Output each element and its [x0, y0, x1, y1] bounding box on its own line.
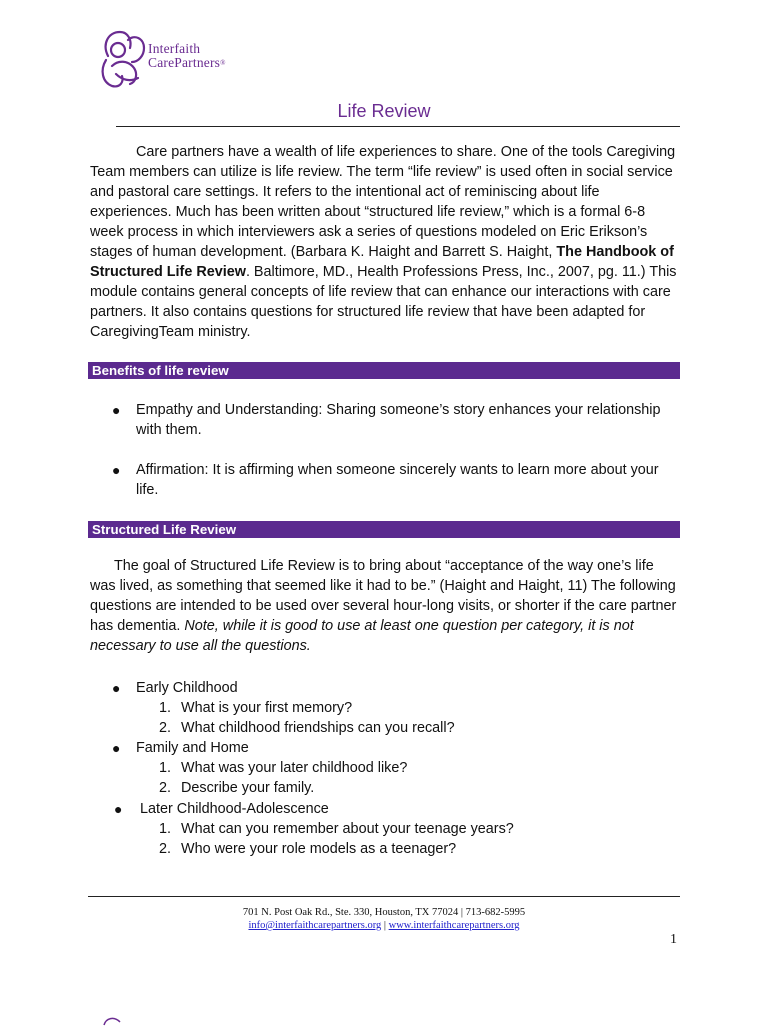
bullet-icon: ● — [112, 680, 121, 696]
next-page-logo-icon — [100, 1014, 130, 1026]
category-later-childhood: Later Childhood-Adolescence — [140, 801, 329, 817]
question-item: What childhood friendships can you recall? — [181, 720, 455, 736]
structured-section-header: Structured Life Review — [88, 521, 680, 538]
bullet-icon: ● — [112, 402, 121, 418]
benefits-section-header: Benefits of life review — [88, 362, 680, 379]
bullet-icon: ● — [112, 462, 121, 478]
page-number: 1 — [670, 932, 677, 947]
structured-goal-paragraph — [90, 556, 682, 656]
goal-text: The goal of Structured Life Review is to bring about “acceptance of the way one’s life was lived, as something that seemed like it had to be.” (Haight and Haight, 11) The following questions are intended to be used over several hour-long visits, or shorter if the care partner has dementia. — [90, 558, 677, 634]
question-item: Who were your role models as a teenager? — [181, 841, 457, 857]
intro-text-2: . Baltimore, MD., Health Professions Press, Inc., 2007, pg. 11.) This module contains general concepts of life review that can enhance our interactions with care partners. It also contains questions for structured life review that have been adapted for CaregivingTeam ministry. — [90, 264, 677, 340]
logo-line-2: CarePartners — [148, 55, 221, 70]
category-early-childhood: Early Childhood — [136, 680, 238, 696]
question-item: Describe your family. — [181, 780, 315, 796]
question-number: 1. — [159, 760, 172, 776]
bullet-icon: ● — [112, 740, 121, 756]
question-number: 2. — [159, 720, 172, 736]
benefit-item-affirmation: Affirmation: It is affirming when someone sincerely wants to learn more about your life. — [136, 462, 659, 498]
question-number: 2. — [159, 841, 172, 857]
footer-separator: | — [381, 920, 389, 931]
logo-line-1: Interfaith — [148, 41, 201, 56]
logo-registered-mark: ® — [220, 59, 226, 67]
logo-wordmark — [148, 42, 226, 70]
intro-paragraph — [90, 142, 682, 342]
category-family-home: Family and Home — [136, 740, 249, 756]
question-number: 1. — [159, 700, 172, 716]
footer-address: 701 N. Post Oak Rd., Ste. 330, Houston, TX 77024 | 713-682-5995 — [242, 907, 526, 918]
intro-text-1: Care partners have a wealth of life experiences to share. One of the tools Caregiving Team members can utilize is life review. The term “life review” is used often in social service and pastoral care settings. It refers to the intentional act of reminiscing about life experiences. Much has been written about “structured life review,” which is a formal 6-8 week process in which interviewers ask a series of questions modeled on Eric Erikson’s stages of human development. (Barbara K. Haight and Barrett S. Haight, — [90, 144, 676, 260]
question-item: What is your first memory? — [181, 700, 353, 716]
footer-website-link[interactable]: www.interfaithcarepartners.org — [388, 920, 520, 931]
bullet-icon: ● — [114, 801, 123, 817]
goal-note: Note, while it is good to use at least one question per category, it is not necessary to use all the questions. — [90, 618, 634, 654]
question-item: What was your later childhood like? — [181, 760, 408, 776]
intro-book-title: The Handbook of Structured Life Review — [90, 244, 674, 280]
question-item: What can you remember about your teenage years? — [181, 821, 514, 837]
footer — [0, 906, 768, 932]
benefit-item-empathy: Empathy and Understanding: Sharing someone’s story enhances your relationship with them. — [136, 402, 661, 438]
footer-divider — [88, 896, 680, 897]
page-title: Life Review — [337, 101, 431, 121]
question-number: 1. — [159, 821, 172, 837]
title-divider — [116, 126, 680, 127]
footer-email-link[interactable]: info@interfaithcarepartners.org — [248, 920, 382, 931]
question-number: 2. — [159, 780, 172, 796]
